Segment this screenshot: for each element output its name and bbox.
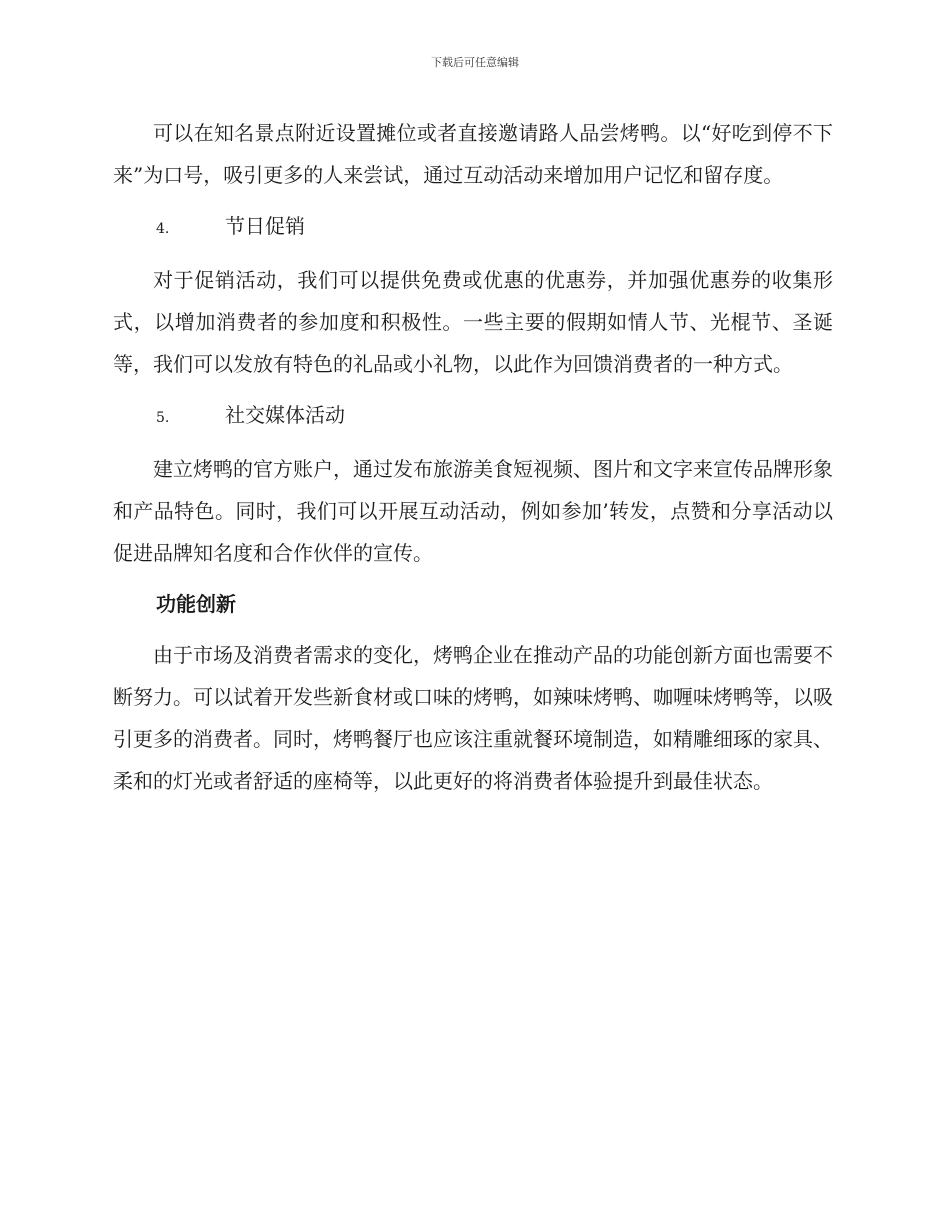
- list-heading-holiday-promotion: [113, 205, 833, 250]
- list-heading-social-media: [113, 394, 833, 439]
- paragraph-holiday-promotion: 对于促销活动，我们可以提供免费或优惠的优惠券，并加强优惠券的收集形式，以增加消费者的参加度和积极性。一些主要的假期如情人节、光棍节、圣诞等，我们可以发放有特色的礼品或小礼物，以此作为回馈消费者的一种方式。: [113, 268, 833, 376]
- paragraph-social-media: 建立烤鸭的官方账户，通过发布旅游美食短视频、图片和文字来宣传品牌形象和产品特色。同时，我们可以开展互动活动，例如参加’转发，点赞和分享活动以促进品牌知名度和合作伙伴的宣传。: [113, 457, 833, 565]
- list-heading-title: 社交媒体活动: [225, 403, 345, 427]
- document-body: [113, 112, 833, 811]
- paragraph-feature-innovation: 由于市场及消费者需求的变化，烤鸭企业在推动产品的功能创新方面也需要不断努力。可以试着开发些新食材或口味的烤鸭，如辣味烤鸭、咖喱味烤鸭等，以吸引更多的消费者。同时，烤鸭餐厅也应该注重就餐环境制造，如精雕细琢的家具、柔和的灯光或者舒适的座椅等，以此更好的将消费者体验提升到最佳状态。: [113, 643, 833, 793]
- list-number: 4.: [156, 221, 170, 237]
- section-heading-feature-innovation: 功能创新: [156, 592, 236, 616]
- paragraph-tasting-event: 可以在知名景点附近设置摊位或者直接邀请路人品尝烤鸭。以“好吃到停不下来”为口号，吸引更多的人来尝试，通过互动活动来增加用户记忆和留存度。: [113, 121, 833, 187]
- list-number: 5.: [156, 410, 170, 426]
- page-header: 下载后可任意编辑: [431, 56, 519, 69]
- list-heading-title: 节日促销: [225, 214, 305, 238]
